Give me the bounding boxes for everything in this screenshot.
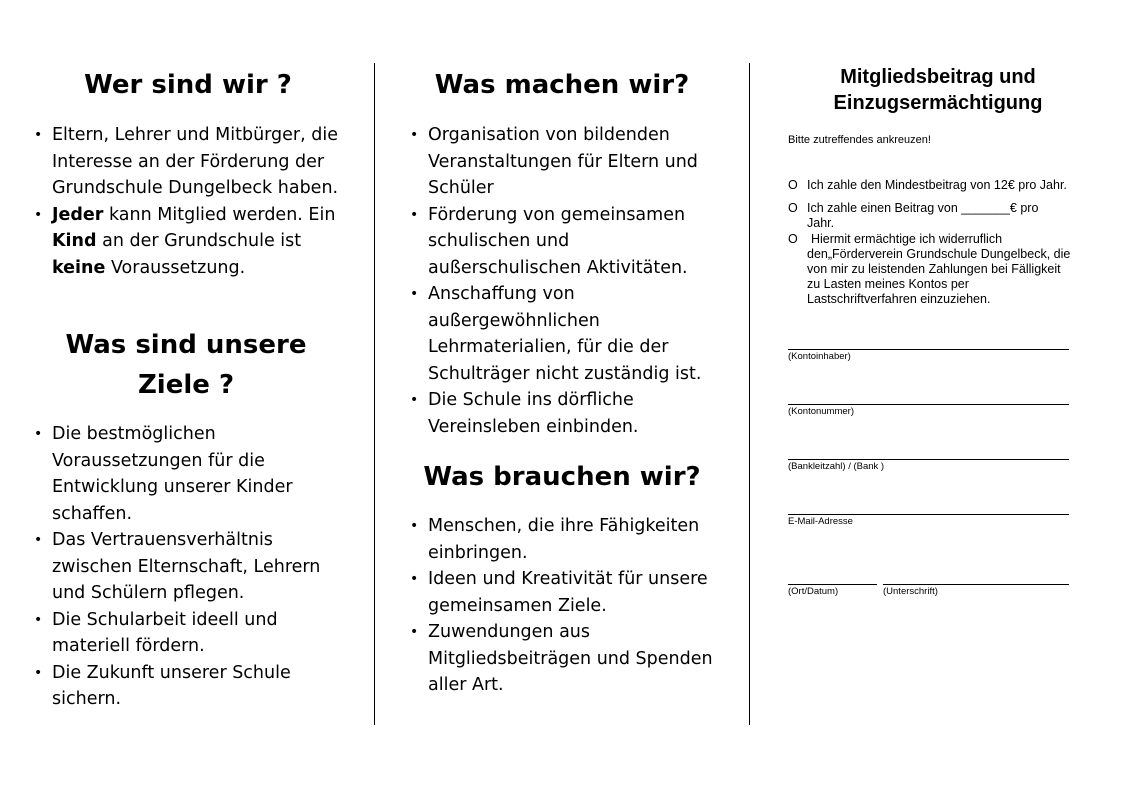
list-item xyxy=(34,122,342,202)
list-item: • Das Vertrauensverhältnis zwischen Elternschaft, Lehrern und Schülern pflegen. xyxy=(34,527,342,607)
form-title xyxy=(778,64,1098,116)
option-minimum-fee[interactable] xyxy=(788,178,1098,194)
kontonummer-label: (Kontonummer) xyxy=(788,406,854,417)
option-direct-debit[interactable] xyxy=(788,232,1098,308)
option-custom-fee[interactable] xyxy=(788,201,1098,233)
option-text xyxy=(811,232,1098,247)
bold-word-kind: Kind xyxy=(52,231,97,251)
goals-list xyxy=(34,421,342,713)
unterschrift-line[interactable] xyxy=(883,584,1069,585)
checkbox-marker[interactable]: O xyxy=(788,232,798,246)
kontonummer-line[interactable] xyxy=(788,404,1069,405)
ort-datum-line[interactable] xyxy=(788,584,877,585)
form-title-line: Einzugsermächtigung xyxy=(833,92,1043,114)
bold-word-jeder: Jeder xyxy=(52,204,104,225)
list-item: • Organisation von bildenden Veranstaltungen für Eltern und Schüler xyxy=(410,122,720,202)
checkbox-marker[interactable]: O xyxy=(788,201,798,215)
option-text-line: Jahr. xyxy=(807,216,835,230)
email-label: E-Mail-Adresse xyxy=(788,516,853,527)
form-title-line: Mitgliedsbeitrag und xyxy=(840,66,1036,88)
option-text-line: zu Lasten meines Kontos per xyxy=(807,277,969,291)
ort-datum-label: (Ort/Datum) xyxy=(788,586,839,597)
bank-label: (Bankleitzahl) / (Bank ) xyxy=(788,461,885,472)
list-item: • Förderung von gemeinsamen schulischen und außerschulischen Aktivitäten. xyxy=(410,202,720,282)
checkbox-marker[interactable]: O xyxy=(788,178,798,192)
list-item-text: Voraussetzung. xyxy=(105,257,246,278)
option-text-continued xyxy=(807,247,1098,307)
kontoinhaber-line[interactable] xyxy=(788,349,1069,350)
option-text-line: Lastschriftverfahren einzuziehen. xyxy=(807,292,991,306)
list-item: • Die Zukunft unserer Schule sichern. xyxy=(34,660,342,713)
kontoinhaber-label: (Kontoinhaber) xyxy=(788,351,851,362)
column-membership-form xyxy=(788,0,1098,791)
list-item: • Die Schule ins dörfliche Vereinsleben einbinden. xyxy=(410,387,720,440)
list-item: • Ideen und Kreativität für unsere gemeinsamen Ziele. xyxy=(410,566,720,619)
option-text-line: von mir zu leistenden Zahlungen bei Fälligkeit xyxy=(807,262,1061,276)
unterschrift-label: (Unterschrift) xyxy=(883,586,938,597)
option-text-line: Ich zahle einen Beitrag von _______€ pro xyxy=(807,201,1039,215)
needs-list xyxy=(410,513,720,699)
bold-word-keine: keine xyxy=(52,257,106,278)
list-item: • Die Schularbeit ideell und materiell fördern. xyxy=(34,607,342,660)
list-item: • Die bestmöglichen Voraussetzungen für die Entwicklung unserer Kinder schaffen. xyxy=(34,421,342,527)
list-item: • Anschaffung von außergewöhnlichen Lehrmaterialien, für die der Schulträger nicht zuständig ist. xyxy=(410,281,720,387)
list-item xyxy=(34,202,342,282)
email-line[interactable] xyxy=(788,514,1069,515)
heading-was-brauchen-wir: Was brauchen wir? xyxy=(423,462,701,492)
list-item-text: kann Mitglied werden. Ein xyxy=(103,204,336,225)
column-divider-right xyxy=(749,63,750,725)
option-text: Ich zahle den Mindestbeitrag von 12€ pro Jahr. xyxy=(807,178,1067,192)
option-text xyxy=(807,201,1038,231)
list-item-text: an der Grundschule ist xyxy=(96,231,302,251)
list-item-text: Eltern, Lehrer und Mitbürger, die Interesse an der Förderung der Grundschule Dungelbeck haben. xyxy=(52,125,339,198)
list-item: • Menschen, die ihre Fähigkeiten einbringen. xyxy=(410,513,720,566)
column-divider-left xyxy=(374,63,375,725)
heading-was-machen-wir: Was machen wir? xyxy=(434,70,690,100)
bank-line[interactable] xyxy=(788,459,1069,460)
option-text-line: Hiermit ermächtige ich widerruflich xyxy=(811,232,1003,246)
heading-ziele: Was sind unsere Ziele ? xyxy=(65,330,307,400)
activities-list xyxy=(410,122,720,440)
list-item: • Zuwendungen aus Mitgliedsbeiträgen und Spenden aller Art. xyxy=(410,619,720,699)
heading-wer-sind-wir: Wer sind wir ? xyxy=(84,70,292,100)
instruction-text: Bitte zutreffendes ankreuzen! xyxy=(788,134,931,146)
who-list xyxy=(34,122,342,281)
option-text-line: den„Förderverein Grundschule Dungelbeck, die xyxy=(807,247,1071,261)
